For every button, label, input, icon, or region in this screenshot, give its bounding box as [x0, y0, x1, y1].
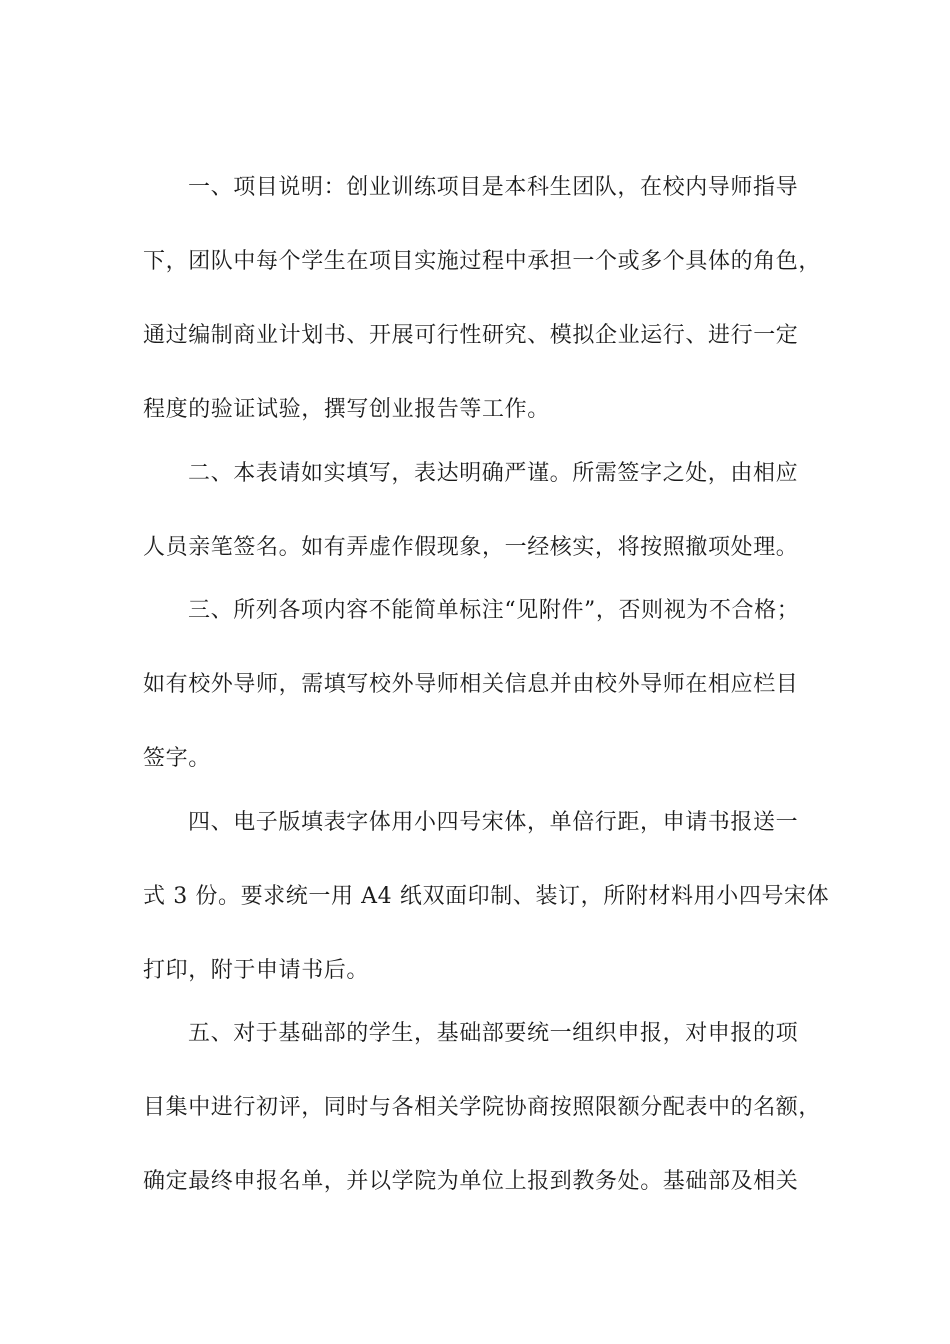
section-4-line-2: 式 3 份。要求统一用 A4 纸双面印制、装订，所附材料用小四号宋体 [143, 884, 830, 909]
section-1-line-1: 一、项目说明：创业训练项目是本科生团队，在校内导师指导 [188, 175, 799, 200]
section-5-line-2: 目集中进行初评，同时与各相关学院协商按照限额分配表中的名额， [143, 1095, 822, 1120]
section-3-line-2: 如有校外导师，需填写校外导师相关信息并由校外导师在相应栏目 [143, 672, 799, 697]
section-2-line-2: 人员亲笔签名。如有弄虚作假现象，一经核实，将按照撤项处理。 [143, 535, 799, 560]
section-4-line-1: 四、电子版填表字体用小四号宋体，单倍行距，申请书报送一 [188, 810, 799, 835]
section-1-line-2: 下，团队中每个学生在项目实施过程中承担一个或多个具体的角色， [143, 249, 822, 274]
section-4-line-3: 打印，附于申请书后。 [143, 958, 370, 983]
section-2-line-1: 二、本表请如实填写，表达明确严谨。所需签字之处，由相应 [188, 461, 799, 486]
section-1-line-3: 通过编制商业计划书、开展可行性研究、模拟企业运行、进行一定 [143, 323, 799, 348]
section-1-line-4: 程度的验证试验，撰写创业报告等工作。 [143, 397, 550, 422]
section-3-line-1: 三、所列各项内容不能简单标注“见附件”，否则视为不合格； [188, 598, 800, 623]
section-5-line-3: 确定最终申报名单，并以学院为单位上报到教务处。基础部及相关 [143, 1169, 799, 1194]
section-5-line-1: 五、对于基础部的学生，基础部要统一组织申报，对申报的项 [188, 1021, 799, 1046]
section-3-line-3: 签字。 [143, 746, 211, 771]
